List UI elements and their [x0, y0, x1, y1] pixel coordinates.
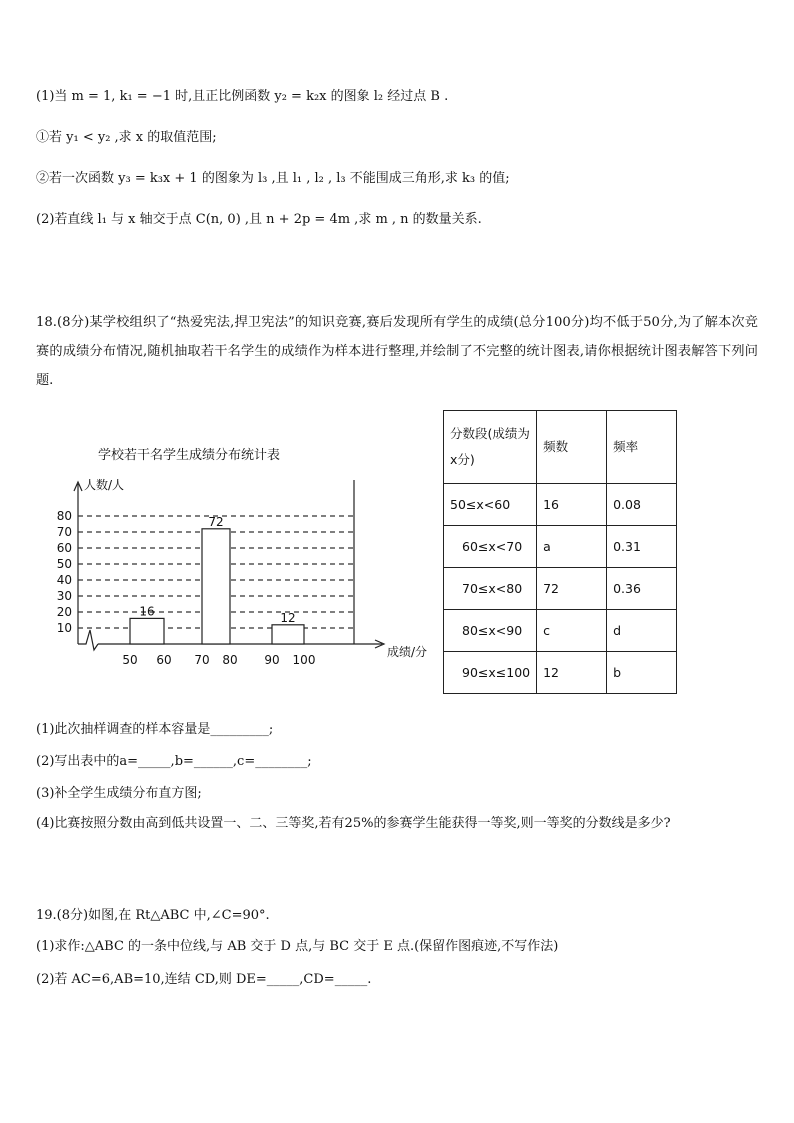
x-tick-label: 60 — [156, 653, 172, 667]
q19-line-1: 19.(8分)如图,在 Rt△ABC 中,∠C=90°. — [36, 908, 270, 923]
table-header-row — [444, 411, 677, 484]
table-cell: 50≤x<60 — [444, 484, 537, 526]
y-tick-label: 50 — [56, 557, 72, 571]
part1-line-4: (2)若直线 l₁ 与 x 轴交于点 C(n, 0) ,且 n + 2p = 4m ,求 m , n 的数量关系. — [36, 212, 482, 227]
table-cell: 16 — [537, 484, 607, 526]
table-row — [444, 652, 677, 694]
bar-value-label: 72 — [208, 514, 224, 529]
part1-line-2: ①若 y₁ < y₂ ,求 x 的取值范围; — [36, 130, 217, 145]
table-row — [444, 484, 677, 526]
table-cell: 0.31 — [607, 526, 677, 568]
histogram-bar — [272, 625, 304, 644]
table-cell: c — [537, 610, 607, 652]
x-axis-break — [78, 630, 98, 650]
y-tick-label: 10 — [56, 621, 72, 635]
q19-line-3: (2)若 AC=6,AB=10,连结 CD,则 DE=_____,CD=_____. — [36, 972, 372, 987]
histogram-bar — [202, 529, 230, 644]
x-tick-label: 100 — [292, 653, 316, 667]
table-header-cell: 频数 — [537, 411, 607, 484]
chart-title: 学校若干名学生成绩分布统计表 — [98, 448, 281, 463]
q18-question-1: (1)此次抽样调查的样本容量是_________; — [36, 722, 274, 737]
table-header-cell: 频率 — [607, 411, 677, 484]
q18-question-4: (4)比赛按照分数由高到低共设置一、二、三等奖,若有25%的参赛学生能获得一等奖,则一等奖的分数线是多少? — [36, 816, 671, 831]
table-cell: 0.08 — [607, 484, 677, 526]
frequency-table — [443, 410, 677, 694]
table-row — [444, 610, 677, 652]
histogram-bar — [130, 618, 164, 644]
bar-value-label: 16 — [139, 604, 155, 619]
q19-line-2: (1)求作:△ABC 的一条中位线,与 AB 交于 D 点,与 BC 交于 E 点.(保留作图痕迹,不写作法) — [36, 939, 559, 954]
table-cell: d — [607, 610, 677, 652]
y-tick-label: 60 — [56, 541, 72, 555]
q18-question-3: (3)补全学生成绩分布直方图; — [36, 786, 202, 801]
table-row — [444, 568, 677, 610]
table-cell: 80≤x<90 — [444, 610, 537, 652]
part1-line-1: (1)当 m = 1, k₁ = −1 时,且正比例函数 y₂ = k₂x 的图象 l₂ 经过点 B . — [36, 89, 449, 104]
chart-x-axis-label: 成绩/分 — [387, 645, 428, 659]
table-header-cell: 分数段(成绩为x分) — [444, 411, 537, 484]
y-tick-label: 70 — [56, 525, 72, 539]
table-cell: 90≤x≤100 — [444, 652, 537, 694]
table-cell: a — [537, 526, 607, 568]
q18-intro: 18.(8分)某学校组织了“热爱宪法,捍卫宪法”的知识竞赛,赛后发现所有学生的成绩(总分100分)均不低于50分,为了解本次竞赛的成绩分布情况,随机抽取若干名学生的成绩作为样本进行整理,并绘制了不完整的统计图表,请你根据统计图表解答下列问题. — [36, 315, 758, 388]
table-cell: 60≤x<70 — [444, 526, 537, 568]
y-tick-label: 80 — [56, 509, 72, 523]
table-cell: 0.36 — [607, 568, 677, 610]
table-cell: 70≤x<80 — [444, 568, 537, 610]
y-tick-label: 20 — [56, 605, 72, 619]
y-tick-label: 40 — [56, 573, 72, 587]
table-cell: 72 — [537, 568, 607, 610]
score-distribution-chart — [56, 440, 442, 670]
x-tick-label: 50 — [122, 653, 138, 667]
q18-question-2: (2)写出表中的a=_____,b=______,c=________; — [36, 754, 312, 769]
x-tick-label: 70 — [194, 653, 210, 667]
x-tick-label: 90 — [264, 653, 280, 667]
y-tick-label: 30 — [56, 589, 72, 603]
table-row — [444, 526, 677, 568]
bar-value-label: 12 — [280, 610, 296, 625]
table-cell: b — [607, 652, 677, 694]
part1-line-3: ②若一次函数 y₃ = k₃x + 1 的图象为 l₃ ,且 l₁ , l₂ , l₃ 不能围成三角形,求 k₃ 的值; — [36, 171, 510, 186]
chart-y-axis-label: 人数/人 — [84, 478, 125, 492]
x-tick-label: 80 — [222, 653, 238, 667]
table-cell: 12 — [537, 652, 607, 694]
